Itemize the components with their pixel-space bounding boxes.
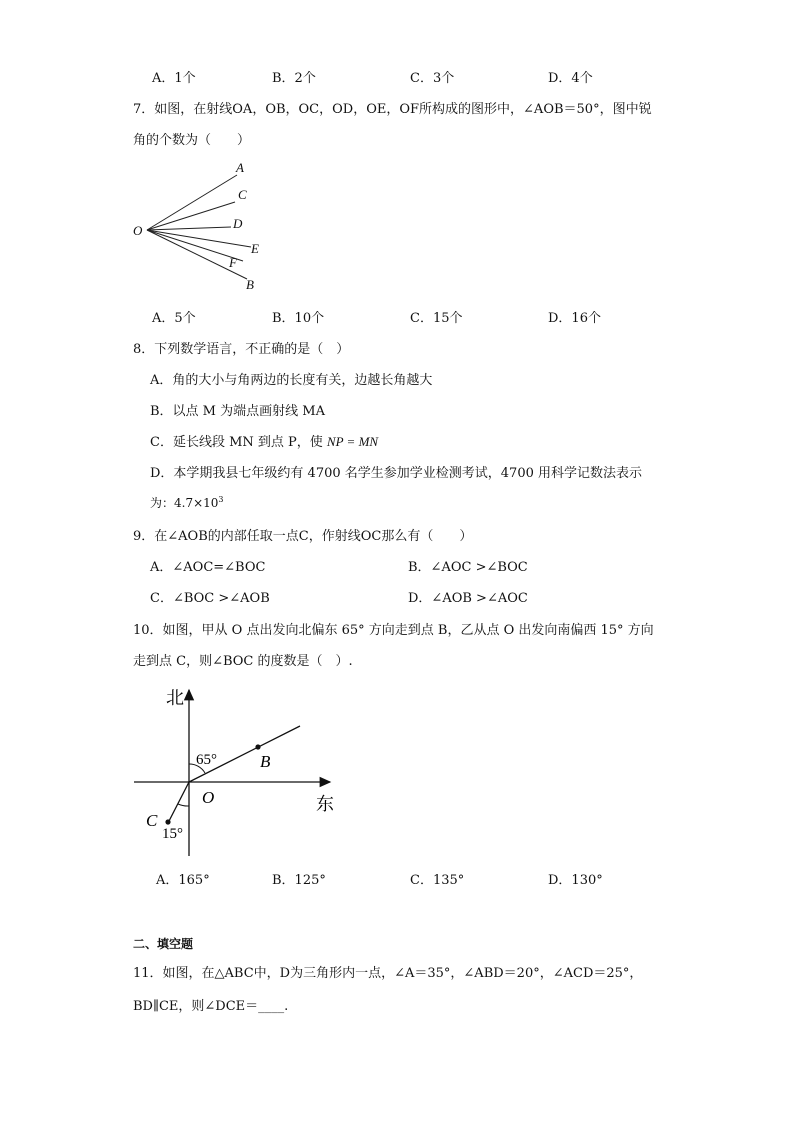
label-east: 东	[316, 794, 334, 814]
label-north: 北	[166, 688, 184, 708]
q8-option-a: A．角的大小与角两边的长度有关，边越长角越大	[150, 373, 433, 388]
q10-compass-figure	[128, 678, 348, 863]
q11-stem-line2: BD∥CE，则∠DCE＝____.	[133, 999, 289, 1014]
q7-rays-figure	[125, 155, 275, 300]
ray-oc	[147, 202, 235, 230]
section-title-fill-blank: 二、填空题	[133, 937, 194, 951]
label-65: 65°	[196, 752, 217, 768]
q6-option-d: D．4个	[548, 71, 593, 86]
q9-option-b: B．∠AOC >∠BOC	[408, 560, 528, 575]
point-b	[255, 744, 260, 749]
q8-option-c-math: NP = MN	[326, 434, 379, 449]
label-b: B	[246, 277, 254, 292]
q10-option-b: B．125°	[272, 873, 326, 888]
ray-oe	[147, 230, 251, 247]
q6-option-a: A．1个	[152, 71, 196, 86]
label-e: E	[251, 241, 259, 256]
label-a: A	[236, 160, 244, 175]
q10-option-c: C．135°	[410, 873, 465, 888]
q7-option-a: A．5个	[152, 311, 196, 326]
label-c: C	[146, 811, 158, 830]
q8-option-d-line2	[150, 494, 224, 511]
ray-oa	[147, 175, 237, 230]
label-b: B	[260, 752, 271, 771]
q10-stem-line2: 走到点 C，则∠BOC 的度数是（ ）.	[133, 654, 353, 669]
q8-option-d-exponent: 3	[218, 495, 224, 504]
q11-stem-line1: 11．如图，在△ABC中，D为三角形内一点，∠A＝35°，∠ABD＝20°，∠ACD＝25°，	[133, 966, 643, 981]
q8-option-d-line1: D．本学期我县七年级约有 4700 名学生参加学业检测考试，4700 用科学记数法表示	[150, 466, 642, 481]
point-c	[165, 819, 170, 824]
label-f: F	[229, 255, 237, 270]
label-o: O	[202, 788, 215, 807]
label-o: O	[133, 223, 143, 238]
q6-option-b: B．2个	[272, 71, 316, 86]
label-c: C	[238, 187, 247, 202]
q7-option-d: D．16个	[548, 311, 601, 326]
q7-option-b: B．10个	[272, 311, 325, 326]
q9-option-a: A．∠AOC=∠BOC	[150, 560, 266, 575]
q7-option-c: C．15个	[410, 311, 463, 326]
q10-option-a: A．165°	[156, 873, 210, 888]
label-d: D	[233, 216, 243, 231]
arc-15	[178, 804, 189, 806]
q8-option-b: B．以点 M 为端点画射线 MA	[150, 404, 325, 419]
ray-od	[147, 227, 231, 230]
q9-option-d: D．∠AOB >∠AOC	[408, 591, 528, 606]
label-15: 15°	[162, 826, 183, 842]
q8-option-c-text: C．延长线段 MN 到点 P，使	[150, 435, 323, 450]
q9-stem: 9．在∠AOB的内部任取一点C，作射线OC那么有（ ）	[133, 529, 473, 544]
q8-option-c	[150, 431, 378, 450]
q8-stem: 8．下列数学语言，不正确的是（ ）	[133, 342, 350, 357]
q9-option-c: C．∠BOC >∠AOB	[150, 591, 270, 606]
q8-option-d-line2-text: 为：4.7×10	[150, 496, 219, 510]
q10-stem-line1: 10．如图，甲从 O 点出发向北偏东 65° 方向走到点 B，乙从点 O 出发向南偏西 15° 方向	[133, 623, 654, 638]
q10-option-d: D．130°	[548, 873, 603, 888]
q6-option-c: C．3个	[410, 71, 455, 86]
q7-stem-line1: 7．如图，在射线OA，OB，OC，OD，OE，OF所构成的图形中，∠AOB＝50°，图中锐	[133, 102, 652, 117]
q7-stem-line2: 角的个数为（ ）	[133, 133, 251, 148]
ray-oc	[168, 782, 189, 823]
